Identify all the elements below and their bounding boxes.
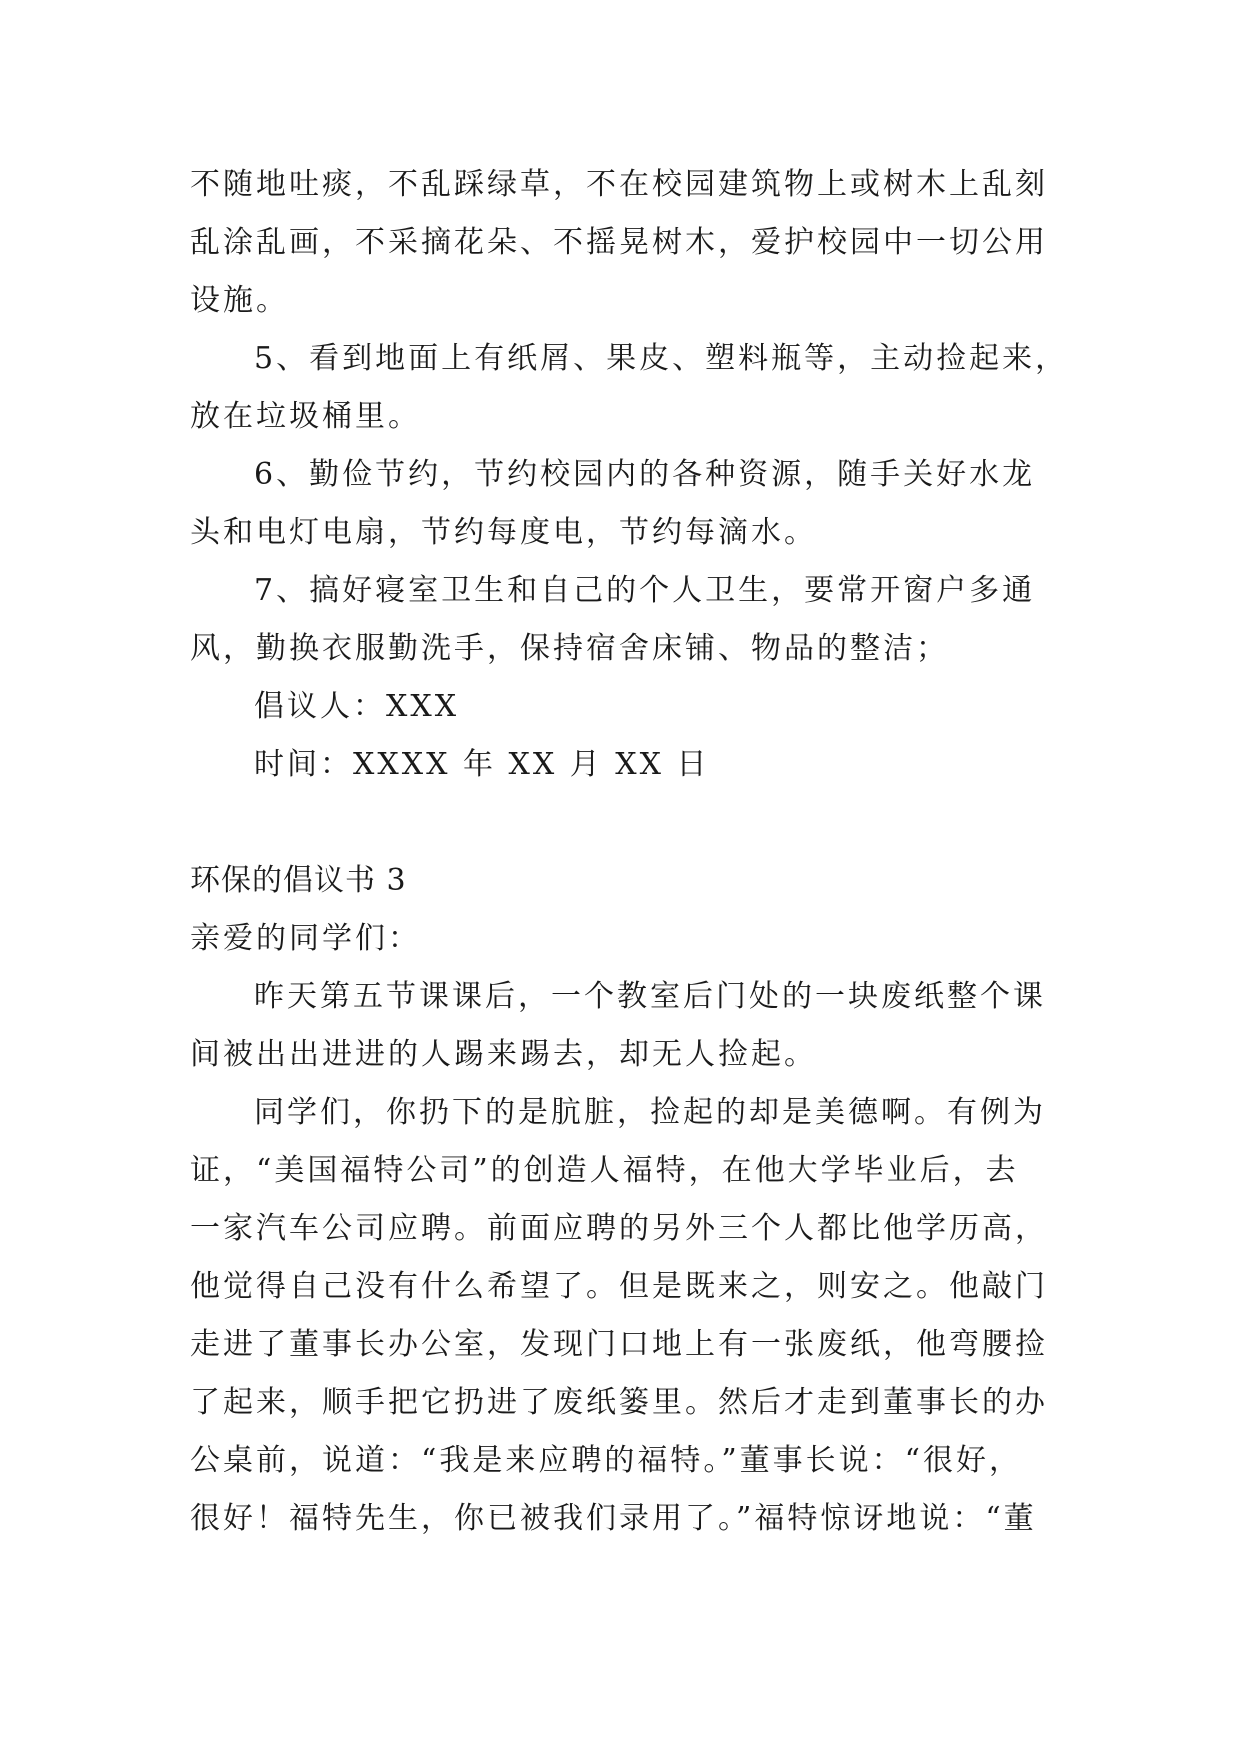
paragraph-line: 间被出出进进的人踢来踢去，却无人捡起。 xyxy=(190,1037,817,1072)
paragraph-line: 一家汽车公司应聘。前面应聘的另外三个人都比他学历高， xyxy=(190,1211,1048,1246)
paragraph-line: 了起来，顺手把它扔进了废纸篓里。然后才走到董事长的办 xyxy=(190,1385,1048,1420)
paragraph-line: 证，“美国福特公司”的创造人福特，在他大学毕业后，去 xyxy=(190,1153,1019,1188)
list-item-7-line: 7、搞好寝室卫生和自己的个人卫生，要常开窗户多通 xyxy=(254,573,1036,608)
paragraph-line: 昨天第五节课课后，一个教室后门处的一块废纸整个课 xyxy=(254,979,1046,1014)
section-title: 环保的倡议书 3 xyxy=(190,863,407,898)
text-line: 不随地吐痰，不乱踩绿草，不在校园建筑物上或树木上乱刻 xyxy=(190,167,1048,202)
text-line: 乱涂乱画，不采摘花朵、不摇晃树木，爱护校园中一切公用 xyxy=(190,225,1048,260)
paragraph-line: 他觉得自己没有什么希望了。但是既来之，则安之。他敲门 xyxy=(190,1269,1048,1304)
list-item-6-line: 头和电灯电扇，节约每度电，节约每滴水。 xyxy=(190,515,817,550)
date-line: 时间：XXXX 年 XX 月 XX 日 xyxy=(254,747,710,782)
paragraph-line: 同学们，你扔下的是肮脏，捡起的却是美德啊。有例为 xyxy=(254,1095,1046,1130)
document-body xyxy=(190,156,1069,1548)
section-gap xyxy=(190,794,1060,852)
paragraph-line: 很好！福特先生，你已被我们录用了。”福特惊讶地说：“董 xyxy=(190,1501,1037,1536)
paragraph-line: 公桌前，说道：“我是来应聘的福特。”董事长说：“很好， xyxy=(190,1443,1023,1478)
list-item-7-line: 风，勤换衣服勤洗手，保持宿舍床铺、物品的整洁； xyxy=(190,631,949,666)
list-item-5-line: 放在垃圾桶里。 xyxy=(190,399,421,434)
paragraph-line: 走进了董事长办公室，发现门口地上有一张废纸，他弯腰捡 xyxy=(190,1327,1048,1362)
proposer-line: 倡议人：XXX xyxy=(254,689,460,724)
list-item-5-line: 5、看到地面上有纸屑、果皮、塑料瓶等，主动捡起来， xyxy=(254,341,1069,376)
list-item-6-line: 6、勤俭节约，节约校园内的各种资源，随手关好水龙 xyxy=(254,457,1036,492)
salutation: 亲爱的同学们： xyxy=(190,921,421,956)
text-line: 设施。 xyxy=(190,283,289,318)
